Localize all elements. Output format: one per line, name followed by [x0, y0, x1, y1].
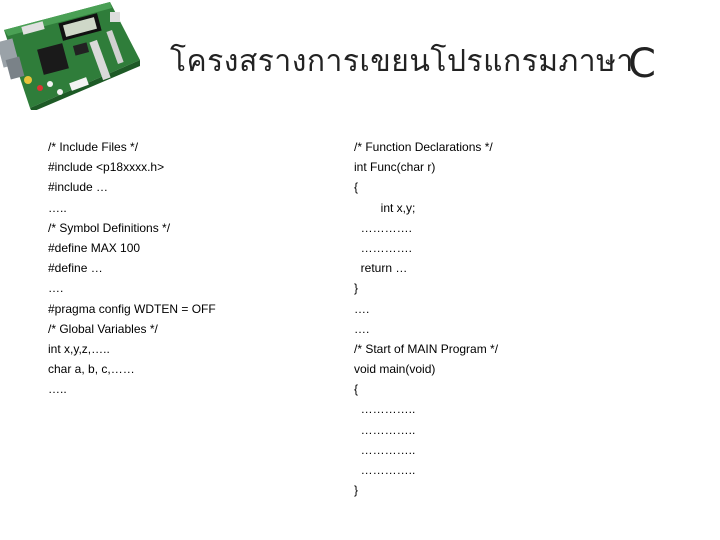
- code-line: #pragma config WDTEN = OFF: [48, 301, 216, 316]
- code-line: void main(void): [354, 362, 436, 377]
- code-line: …………..: [354, 442, 416, 457]
- code-line: /* Start of MAIN Program */: [354, 341, 499, 356]
- code-line: /* Global Variables */: [48, 321, 158, 336]
- left-code-block: [48, 137, 216, 399]
- code-line: {: [354, 382, 359, 397]
- code-line: char a, b, c,……: [48, 362, 135, 377]
- code-line: /* Symbol Definitions */: [48, 220, 171, 235]
- code-line: int x,y,z,…..: [48, 341, 110, 356]
- code-line: ………….: [354, 240, 413, 255]
- code-line: …………..: [354, 463, 416, 477]
- code-line: #define …: [48, 261, 103, 276]
- code-line: ….: [354, 301, 370, 316]
- code-line: return …: [354, 261, 408, 276]
- code-line: {: [354, 180, 359, 195]
- right-code-block: [354, 137, 498, 500]
- code-line: …………..: [354, 422, 416, 437]
- code-line: ….: [48, 281, 64, 296]
- code-line: …..: [48, 382, 67, 397]
- code-line: #define MAX 100: [48, 240, 141, 255]
- microcontroller-board-image: [0, 0, 143, 110]
- code-line: int Func(char r): [354, 160, 436, 175]
- code-line: ….: [354, 321, 370, 336]
- code-line: /* Function Declarations */: [354, 140, 493, 154]
- title-language-letter: C: [628, 41, 656, 87]
- code-line: …..: [48, 200, 67, 215]
- code-line: }: [354, 281, 359, 296]
- code-line: /* Include Files */: [48, 140, 139, 154]
- code-line: int x,y;: [354, 200, 416, 215]
- code-line: }: [354, 483, 359, 498]
- code-line: #include <p18xxxx.h>: [48, 160, 165, 175]
- code-line: ………….: [354, 220, 413, 235]
- slide-title: โครงสรางการเขยนโปรแกรมภาษา: [170, 44, 634, 79]
- code-line: #include …: [48, 180, 109, 195]
- code-line: …………..: [354, 402, 416, 417]
